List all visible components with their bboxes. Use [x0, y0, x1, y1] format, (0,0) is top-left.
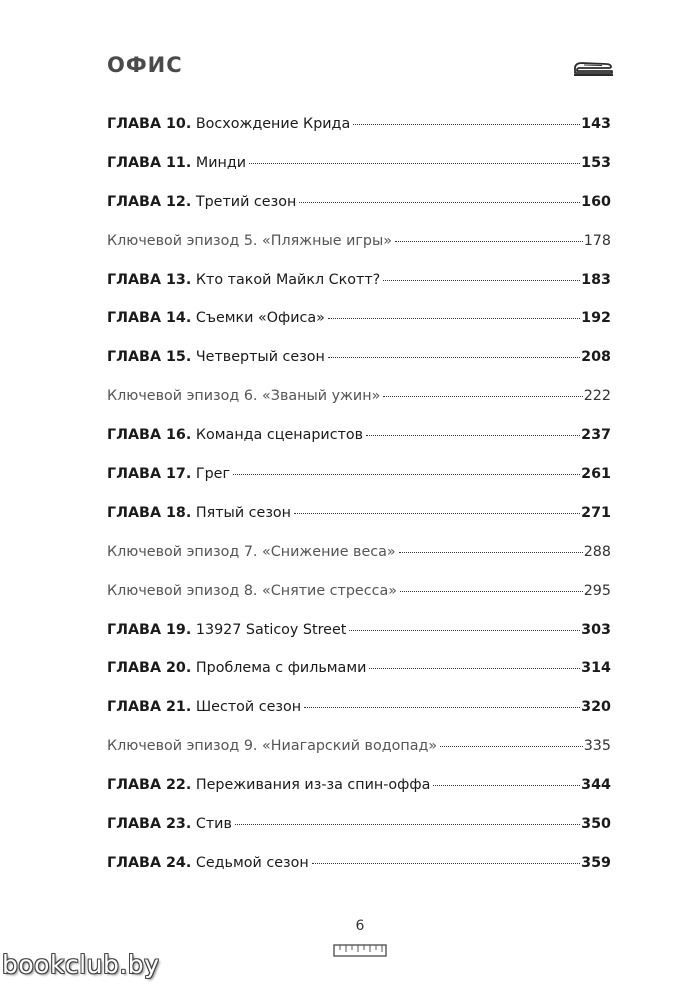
toc-page-number: 153	[581, 154, 611, 171]
chapter-number: ГЛАВА 20.	[107, 660, 192, 677]
toc-entry-label	[107, 232, 392, 250]
toc-entry-label	[107, 309, 325, 327]
ruler-icon	[332, 940, 388, 960]
table-of-contents	[107, 115, 611, 893]
toc-entry-title: Проблема с фильмами	[195, 660, 367, 677]
toc-entry-title: Стив	[195, 816, 232, 833]
toc-episode-entry	[107, 543, 611, 582]
dot-leader	[349, 630, 580, 631]
toc-entry-label	[107, 659, 366, 677]
toc-entry-label	[107, 504, 291, 522]
dot-leader	[366, 435, 580, 436]
chapter-number: ГЛАВА 14.	[107, 310, 192, 327]
dot-leader	[440, 746, 583, 747]
toc-chapter-entry	[107, 815, 611, 854]
toc-entry-title: Восхождение Крида	[195, 116, 351, 132]
toc-episode-entry	[107, 737, 611, 776]
toc-entry-title: Седьмой сезон	[195, 854, 309, 871]
toc-entry-title: Переживания из-за спин-оффа	[195, 777, 431, 794]
toc-entry-title: Ключевой эпизод 8. «Снятие стресса»	[107, 582, 397, 599]
chapter-number: ГЛАВА 16.	[107, 427, 192, 444]
chapter-number: ГЛАВА 11.	[107, 154, 192, 171]
toc-entry-label	[107, 348, 325, 366]
toc-entry-label	[107, 776, 430, 794]
toc-entry-label	[107, 426, 363, 444]
toc-chapter-entry	[107, 465, 611, 504]
dot-leader	[353, 124, 580, 125]
dot-leader	[369, 668, 580, 669]
toc-entry-label	[107, 465, 230, 483]
toc-page-number: 359	[581, 854, 611, 871]
toc-chapter-entry	[107, 115, 611, 154]
toc-page-number: 222	[583, 388, 611, 405]
dot-leader	[395, 241, 583, 242]
toc-chapter-entry	[107, 154, 611, 193]
dot-leader	[399, 552, 583, 553]
toc-entry-label	[107, 698, 301, 716]
toc-chapter-entry	[107, 504, 611, 543]
toc-entry-label	[107, 271, 380, 289]
toc-page-number: 320	[581, 699, 611, 716]
toc-entry-label	[107, 154, 246, 172]
toc-page-number: 314	[581, 660, 611, 677]
toc-entry-title: 13927 Saticoy Street	[195, 621, 347, 638]
watermark: bookclub.by	[2, 950, 160, 979]
toc-entry-label	[107, 621, 346, 639]
toc-entry-label	[107, 387, 380, 405]
chapter-number: ГЛАВА 18.	[107, 504, 192, 521]
toc-page-number: 178	[583, 232, 611, 249]
toc-entry-label	[107, 543, 396, 561]
toc-entry-title: Грег	[195, 466, 230, 483]
dot-leader	[383, 396, 582, 397]
page-number: 6	[355, 918, 365, 934]
toc-chapter-entry	[107, 776, 611, 815]
toc-page-number: 335	[583, 738, 611, 755]
toc-entry-title: Минди	[195, 154, 247, 171]
toc-chapter-entry	[107, 193, 611, 232]
toc-chapter-entry	[107, 698, 611, 737]
toc-entry-title: Третий сезон	[195, 193, 297, 210]
toc-entry-title: Пятый сезон	[195, 504, 292, 521]
toc-chapter-entry	[107, 621, 611, 660]
toc-page-number: 192	[581, 310, 611, 327]
toc-entry-label	[107, 815, 232, 833]
toc-entry-title: Команда сценаристов	[195, 427, 364, 444]
toc-episode-entry	[107, 387, 611, 426]
toc-page-number: 295	[583, 582, 611, 599]
toc-page-number: 344	[581, 777, 611, 794]
toc-page-number: 303	[581, 621, 611, 638]
chapter-number: ГЛАВА 22.	[107, 777, 192, 794]
toc-page-number: 208	[581, 349, 611, 366]
book-title: ОФИС	[107, 53, 183, 77]
chapter-number: ГЛАВА 13.	[107, 271, 192, 288]
toc-page-number: 350	[581, 816, 611, 833]
dot-leader	[433, 785, 580, 786]
chapter-number: ГЛАВА 10.	[107, 116, 192, 132]
dot-leader	[383, 280, 580, 281]
toc-entry-title: Ключевой эпизод 6. «Званый ужин»	[107, 388, 381, 405]
chapter-number: ГЛАВА 15.	[107, 349, 192, 366]
toc-entry-label	[107, 193, 296, 211]
toc-entry-label	[107, 115, 350, 133]
toc-entry-title: Ключевой эпизод 5. «Пляжные игры»	[107, 232, 393, 249]
toc-entry-title: Кто такой Майкл Скотт?	[195, 271, 381, 288]
toc-chapter-entry	[107, 271, 611, 310]
toc-chapter-entry	[107, 348, 611, 387]
chapter-number: ГЛАВА 24.	[107, 854, 192, 871]
toc-chapter-entry	[107, 426, 611, 465]
stapler-icon	[572, 58, 614, 78]
dot-leader	[233, 474, 580, 475]
dot-leader	[249, 163, 580, 164]
toc-chapter-entry	[107, 309, 611, 348]
toc-page-number: 288	[583, 543, 611, 560]
toc-entry-title: Съемки «Офиса»	[195, 310, 325, 327]
dot-leader	[299, 202, 580, 203]
toc-entry-title: Ключевой эпизод 7. «Снижение веса»	[107, 543, 396, 560]
toc-entry-title: Четвертый сезон	[195, 349, 325, 366]
dot-leader	[400, 591, 583, 592]
toc-entry-label	[107, 582, 397, 600]
toc-entry-label	[107, 737, 437, 755]
chapter-number: ГЛАВА 19.	[107, 621, 192, 638]
toc-entry-label	[107, 854, 309, 872]
toc-page-number: 237	[581, 427, 611, 444]
toc-episode-entry	[107, 232, 611, 271]
toc-page-number: 183	[581, 271, 611, 288]
toc-page-number: 271	[581, 504, 611, 521]
toc-page-number: 160	[581, 193, 611, 210]
chapter-number: ГЛАВА 21.	[107, 699, 192, 716]
dot-leader	[312, 863, 580, 864]
toc-entry-title: Ключевой эпизод 9. «Ниагарский водопад»	[107, 738, 438, 755]
toc-page-number: 143	[581, 116, 611, 132]
chapter-number: ГЛАВА 17.	[107, 466, 192, 483]
toc-page-number: 261	[581, 466, 611, 483]
dot-leader	[235, 824, 580, 825]
chapter-number: ГЛАВА 12.	[107, 193, 192, 210]
toc-entry-title: Шестой сезон	[195, 699, 302, 716]
toc-chapter-entry	[107, 659, 611, 698]
dot-leader	[304, 707, 580, 708]
chapter-number: ГЛАВА 23.	[107, 816, 192, 833]
dot-leader	[328, 357, 580, 358]
toc-chapter-entry	[107, 854, 611, 893]
dot-leader	[328, 318, 580, 319]
dot-leader	[294, 513, 580, 514]
toc-episode-entry	[107, 582, 611, 621]
